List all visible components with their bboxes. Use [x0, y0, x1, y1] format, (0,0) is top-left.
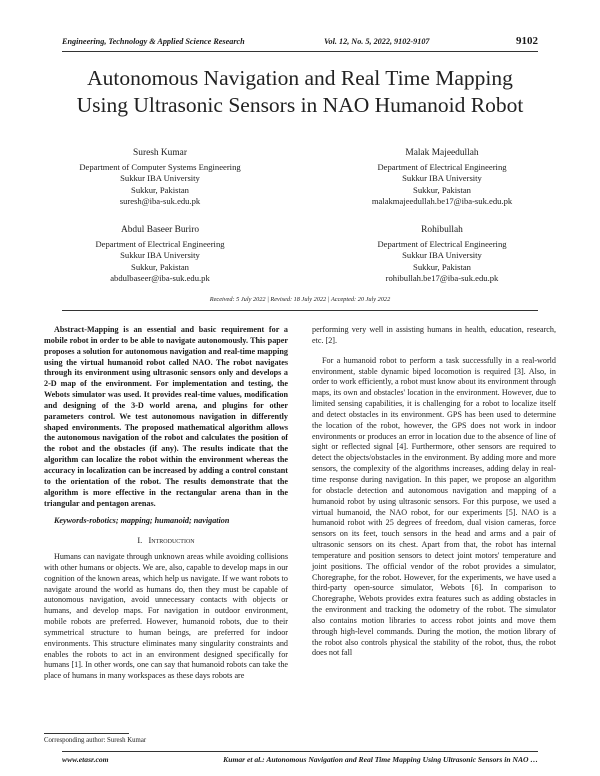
footnote-rule [44, 733, 129, 734]
author-block-4 [322, 225, 562, 284]
author-dept: Department of Electrical Engineering [377, 239, 507, 250]
author-email: rohibullah.be17@iba-suk.edu.pk [385, 272, 499, 283]
author-city: Sukkur, Pakistan [131, 184, 189, 195]
received-dates: Received: 5 July 2022 | Revised: 18 July 2022 | Accepted: 20 July 2022 [209, 296, 391, 303]
footnote: Corresponding author: Suresh Kumar [44, 737, 147, 744]
paragraph-2: For a humanoid robot to perform a task successfully in a real-world environment, stable dynamic biped locomotion is required [3]. Also, in order to work efficiently, a robot must know about its environment through maps, its own and obstacles' location in the environment. However, due to limited sensing capabilities, it is challenging for a robot to localize itself and detect obstacles in its environment. GPS has been used to determine the location of the robot, however, the GPS does not work in indoor environments or produces an error in location due to the absence of line of sight or reflected signal [4]. Furthermore, other sensors are required to detect the objects/obstacles in the environment. By adding more and more sensors, the complexity of the algorithms increases, adding delay in real-time response during navigation. In this paper, we propose an algorithm for obstacle detection and autonomous navigation and mapping of a humanoid robot by using ultrasonic sensors. For this purpose, we used a virtual humanoid, the NAO robot, for our experiments [5]. NAO is a humanoid robot with 25 degrees of freedom, dual vision cameras, force sensors on its feet, touch sensors in the head and arms and a pair of ultrasonic sensors on its chest. Apart from that, the robot has internal temperature and position sensors to detect joint motors' temperature and joint positions. The official vendor of the robot provides a simulator, Choregraphe, for the robot. However, for the experiments, we have used a third-party open-source simulator, Webots [6]. In comparison to Choregraphe, Webots provides extra features such as adding obstacles in the environment and tracking the odometry of the robot. The simulator also contains motion libraries to access robot joints and move them through high-level commands. During the motion, the motion library of the robot also controls physical the stability of the robot, thus, the robot does not fall [312, 355, 556, 658]
running-footer [62, 755, 538, 764]
author-block-2 [322, 148, 562, 207]
header-rule [62, 51, 538, 52]
keywords: Keywords-robotics; mapping; humanoid; navigation [54, 516, 230, 526]
volume-info: Vol. 12, No. 5, 2022, 9102-9107 [324, 37, 430, 46]
author-block-3 [40, 225, 280, 284]
received-rule [62, 310, 538, 311]
running-header [62, 37, 538, 51]
continued-paragraph: performing very well in assisting humans in health, education, research, etc. [2]. [312, 325, 556, 345]
author-city: Sukkur, Pakistan [413, 184, 471, 195]
author-name: Abdul Baseer Buriro [120, 225, 200, 235]
author-city: Sukkur, Pakistan [131, 261, 189, 272]
footer-citation: Kumar et al.: Autonomous Navigation and Real Time Mapping Using Ultrasonic Sensors in NAO … [223, 755, 538, 764]
author-univ: Sukkur IBA University [402, 173, 482, 184]
author-email: suresh@iba-suk.edu.pk [119, 195, 201, 206]
author-univ: Sukkur IBA University [402, 250, 482, 261]
right-column [312, 325, 556, 659]
author-city: Sukkur, Pakistan [413, 261, 471, 272]
title-line-2: Using Ultrasonic Sensors in NAO Humanoid Robot [76, 93, 524, 117]
section-title: Introduction [148, 536, 195, 546]
author-name: Suresh Kumar [133, 148, 187, 158]
author-univ: Sukkur IBA University [120, 173, 200, 184]
page-number: 9102 [516, 35, 538, 47]
author-dept: Department of Electrical Engineering [377, 162, 507, 173]
section-number: I. [137, 536, 143, 546]
author-block-1 [40, 148, 280, 207]
footer-rule [62, 751, 538, 752]
author-dept: Department of Electrical Engineering [95, 239, 225, 250]
author-email: abdulbaseer@iba-suk.edu.pk [110, 272, 210, 283]
intro-paragraph: Humans can navigate through unknown areas while avoiding collisions with other humans or objects. We are, also, capable to develop maps in our cognition of the known areas, which help us navigate. If we want robots to navigate around the world as humans do, then they must be capable of autonomous navigation, avoid unnecessary contacts with objects or humans, and develop maps. For navigation in outdoor environment, mobile robots are preferred. However, humanoid robots, due to their symmetrical structure to human beings, are preferred for indoor environments. This structure eliminates many singularity constraints and enables the robots to act in an environment designed specifically for humans [1]. In other words, one can say that humanoid robots can take the place of humans in many workspaces as these days robots are [44, 552, 288, 681]
left-column [44, 325, 288, 682]
section-heading [44, 536, 288, 547]
paper-title [40, 65, 560, 119]
author-dept: Department of Computer Systems Engineering [79, 162, 241, 173]
abstract: Abstract-Mapping is an essential and basic requirement for a mobile robot in order to be able to navigate autonomously. This paper proposes a solution for autonomous navigation and real-time mapping using the virtual humanoid robot called NAO. The robot navigates through its environment using ultrasonic sensors only and develops a 2-D map of the environment. For implementation and testing, the Webots simulator was used. It provides real-time values, modification and designing of the 3-D world arena, and plugins for other parameters control. We test autonomous navigation in differently shaped environments. The proposed mathematical algorithm allows the autonomous navigation of the robot and calculates the position of the robot and the obstacles (if any). The results indicate that the algorithm can localize the robot within the environment whereas the accuracy in localization can be increased by adding a control constant to the orientation of the robot. The results demonstrate that the algorithm is more effective in the rectangular arena than in the triangular and pentagon arenas. [44, 325, 288, 508]
author-name: Rohibullah [421, 225, 463, 235]
journal-name: Engineering, Technology & Applied Science Research [62, 37, 245, 46]
author-univ: Sukkur IBA University [120, 250, 200, 261]
author-name: Malak Majeedullah [405, 148, 479, 158]
footer-site[interactable]: www.etasr.com [62, 755, 109, 764]
author-email: malakmajeedullah.be17@iba-suk.edu.pk [371, 195, 513, 206]
title-line-1: Autonomous Navigation and Real Time Mapping [87, 66, 513, 90]
